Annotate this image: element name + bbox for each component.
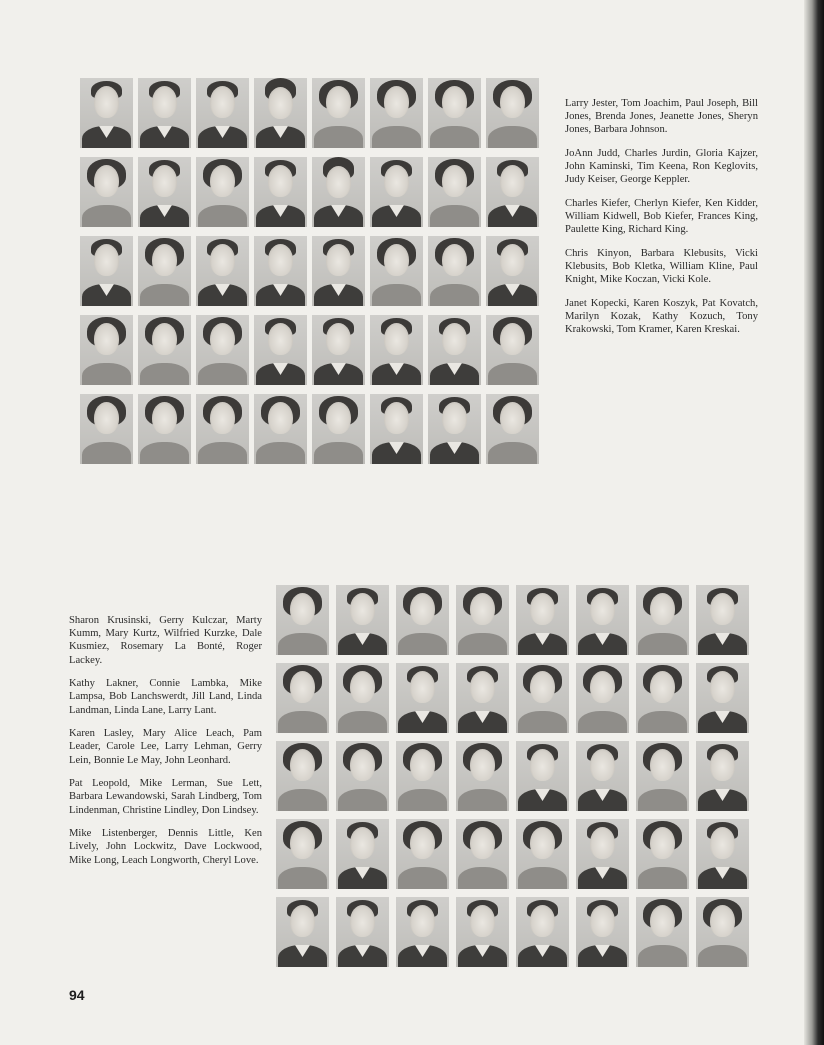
portrait-photo <box>428 78 481 148</box>
caption-row-2: JoAnn Judd, Charles Jurdin, Gloria Kajzer, John Kaminski, Tim Keena, Ron Keglovits, Judy Keiser, George Keppler. <box>565 148 758 186</box>
portrait-photo <box>138 78 191 148</box>
portrait-photo <box>576 585 629 655</box>
portrait-photo <box>370 394 423 464</box>
portrait-photo <box>428 157 481 227</box>
portrait-photo <box>396 663 449 733</box>
portrait-photo <box>336 819 389 889</box>
caption-row-5: Janet Kopecki, Karen Koszyk, Pat Kovatch, Marilyn Kozak, Kathy Kozuch, Tony Krakowski, Tom Kramer, Karen Kreskai. <box>565 298 758 336</box>
portrait-photo <box>276 585 329 655</box>
bottom-name-captions <box>69 614 262 877</box>
portrait-photo <box>696 819 749 889</box>
top-portrait-grid <box>80 78 539 464</box>
portrait-photo <box>312 315 365 385</box>
portrait-photo <box>138 315 191 385</box>
portrait-photo <box>428 236 481 306</box>
portrait-photo <box>138 157 191 227</box>
caption-row-1: Sharon Krusinski, Gerry Kulczar, Marty Kumm, Mary Kurtz, Wilfried Kurzke, Dale Kusmiez, Rosemary La Bonté, Roger Lackey. <box>69 615 262 666</box>
portrait-photo <box>456 585 509 655</box>
portrait-photo <box>336 741 389 811</box>
portrait-photo <box>80 236 133 306</box>
portrait-photo <box>516 741 569 811</box>
portrait-photo <box>696 741 749 811</box>
portrait-photo <box>396 819 449 889</box>
portrait-photo <box>196 315 249 385</box>
portrait-photo <box>396 585 449 655</box>
portrait-photo <box>636 897 689 967</box>
portrait-photo <box>138 236 191 306</box>
portrait-photo <box>138 394 191 464</box>
page-number: 94 <box>69 987 85 1003</box>
portrait-photo <box>336 663 389 733</box>
portrait-photo <box>254 157 307 227</box>
portrait-photo <box>456 819 509 889</box>
portrait-photo <box>576 741 629 811</box>
caption-row-3: Charles Kiefer, Cherlyn Kiefer, Ken Kidder, William Kidwell, Bob Kiefer, Frances King, Paulette King, Richard King. <box>565 198 758 236</box>
portrait-photo <box>312 236 365 306</box>
portrait-photo <box>370 157 423 227</box>
portrait-photo <box>254 315 307 385</box>
portrait-photo <box>636 741 689 811</box>
page-binding-edge <box>804 0 824 1045</box>
portrait-photo <box>196 394 249 464</box>
caption-row-4: Pat Leopold, Mike Lerman, Sue Lett, Barbara Lewandowski, Sarah Lindberg, Tom Lindenman, Christine Lindley, Don Lindsey. <box>69 778 262 816</box>
portrait-photo <box>196 78 249 148</box>
portrait-photo <box>486 78 539 148</box>
portrait-photo <box>196 236 249 306</box>
portrait-photo <box>396 741 449 811</box>
portrait-photo <box>80 315 133 385</box>
portrait-photo <box>576 663 629 733</box>
portrait-photo <box>254 394 307 464</box>
portrait-photo <box>312 78 365 148</box>
portrait-photo <box>80 78 133 148</box>
top-name-captions <box>565 97 758 347</box>
portrait-photo <box>456 663 509 733</box>
portrait-photo <box>370 236 423 306</box>
portrait-photo <box>696 585 749 655</box>
portrait-photo <box>80 394 133 464</box>
portrait-photo <box>370 315 423 385</box>
portrait-photo <box>486 157 539 227</box>
portrait-photo <box>370 78 423 148</box>
portrait-photo <box>312 394 365 464</box>
portrait-photo <box>276 741 329 811</box>
portrait-photo <box>396 897 449 967</box>
portrait-photo <box>312 157 365 227</box>
caption-row-1: Larry Jester, Tom Joachim, Paul Joseph, Bill Jones, Brenda Jones, Jeanette Jones, Sheryn Jones, Barbara Johnson. <box>565 98 758 136</box>
portrait-photo <box>636 819 689 889</box>
portrait-photo <box>336 897 389 967</box>
portrait-photo <box>576 819 629 889</box>
portrait-photo <box>486 394 539 464</box>
portrait-photo <box>456 897 509 967</box>
portrait-photo <box>696 897 749 967</box>
portrait-photo <box>696 663 749 733</box>
portrait-photo <box>516 819 569 889</box>
portrait-photo <box>254 78 307 148</box>
portrait-photo <box>516 663 569 733</box>
portrait-photo <box>486 315 539 385</box>
portrait-photo <box>636 663 689 733</box>
portrait-photo <box>428 394 481 464</box>
portrait-photo <box>80 157 133 227</box>
portrait-photo <box>516 585 569 655</box>
portrait-photo <box>428 315 481 385</box>
caption-row-4: Chris Kinyon, Barbara Klebusits, Vicki Klebusits, Bob Kletka, William Kline, Paul Knight, Mike Koczan, Vicki Kole. <box>565 248 758 286</box>
portrait-photo <box>276 897 329 967</box>
portrait-photo <box>636 585 689 655</box>
caption-row-3: Karen Lasley, Mary Alice Leach, Pam Leader, Carole Lee, Larry Lehman, Gerry Lein, Bonnie Le May, John Leonhard. <box>69 728 262 766</box>
bottom-portrait-grid <box>276 585 750 967</box>
portrait-photo <box>456 741 509 811</box>
portrait-photo <box>276 819 329 889</box>
portrait-photo <box>336 585 389 655</box>
portrait-photo <box>486 236 539 306</box>
portrait-photo <box>276 663 329 733</box>
portrait-photo <box>516 897 569 967</box>
caption-row-5: Mike Listenberger, Dennis Little, Ken Lively, John Lockwitz, Dave Lockwood, Mike Long, Leach Longworth, Cheryl Love. <box>69 828 262 866</box>
portrait-photo <box>576 897 629 967</box>
portrait-photo <box>196 157 249 227</box>
caption-row-2: Kathy Lakner, Connie Lambka, Mike Lampsa, Bob Lanchswerdt, Jill Land, Linda Landman, Linda Lane, Larry Lant. <box>69 678 262 716</box>
portrait-photo <box>254 236 307 306</box>
